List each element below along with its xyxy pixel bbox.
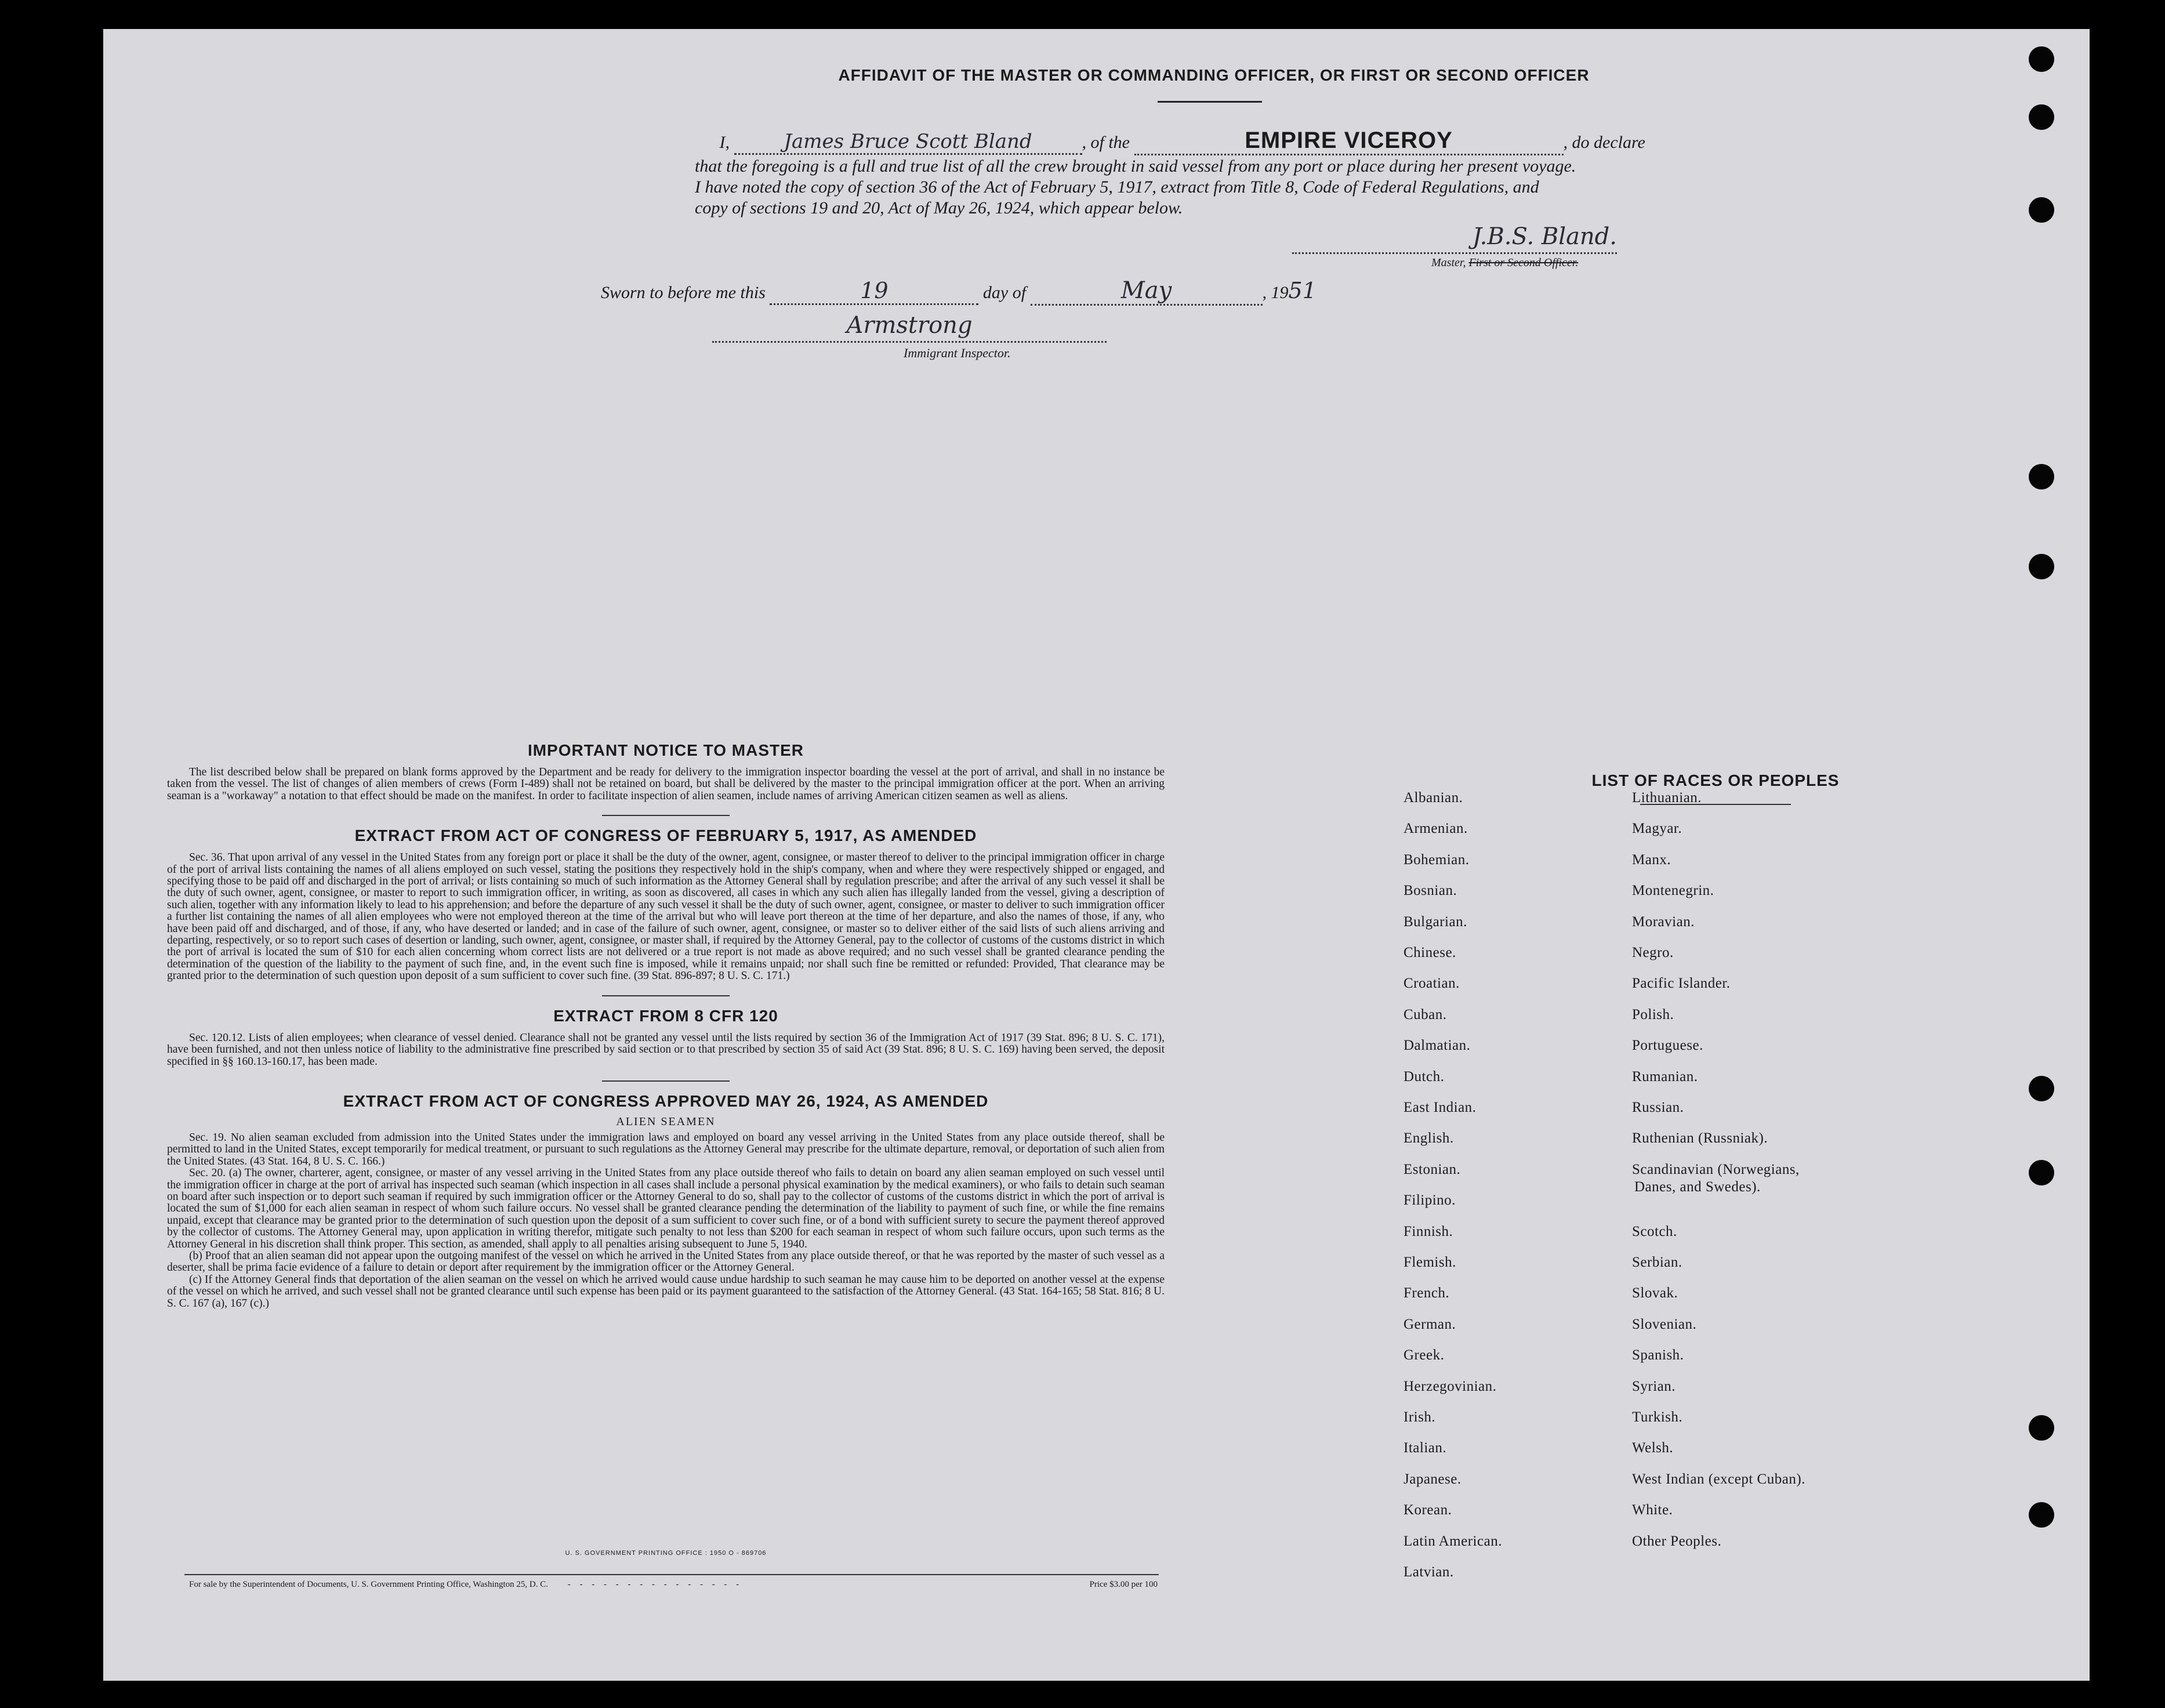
- race-item: German.: [1404, 1316, 1456, 1332]
- race-item: Serbian.: [1632, 1254, 1682, 1270]
- race-item: Magyar.: [1632, 821, 1682, 837]
- race-item: Albanian.: [1404, 790, 1463, 806]
- race-item: White.: [1632, 1502, 1673, 1518]
- binder-hole: [2029, 46, 2054, 72]
- for-sale-text: For sale by the Superintendent of Documents, U. S. Government Printing Office, Washington 25, D. C.: [189, 1580, 548, 1589]
- sworn-text: Sworn to before me this: [601, 283, 766, 302]
- footer-dashes: - - - - - - - - - - - - - - -: [567, 1580, 743, 1589]
- notice-heading: IMPORTANT NOTICE TO MASTER: [527, 741, 804, 759]
- footer-line: [189, 1580, 1163, 1590]
- race-item: Dalmatian.: [1404, 1038, 1471, 1054]
- extract-cfr-heading: EXTRACT FROM 8 CFR 120: [553, 1006, 778, 1025]
- race-item: Lithuanian.: [1632, 790, 1702, 806]
- race-item: Greek.: [1404, 1347, 1445, 1364]
- race-item: Rumanian.: [1632, 1068, 1698, 1085]
- race-item: Scotch.: [1632, 1223, 1677, 1239]
- race-item: Syrian.: [1632, 1378, 1676, 1394]
- race-item: Croatian.: [1404, 976, 1460, 992]
- section-divider: [602, 1080, 730, 1082]
- affidavit-i: I,: [719, 133, 730, 152]
- race-item: West Indian (except Cuban).: [1632, 1471, 1805, 1487]
- race-item: Italian.: [1404, 1440, 1447, 1456]
- affidavit-line-3: I have noted the copy of section 36 of the Act of February 5, 1917, extract from Title 8, Code of Federal Regulations, and: [695, 177, 1539, 197]
- binder-hole: [2029, 554, 2054, 579]
- footer-rule: [184, 1574, 1159, 1575]
- race-item: Polish.: [1632, 1006, 1674, 1022]
- of-the-text: , of the: [1082, 133, 1130, 152]
- inspector-signature: Armstrong: [712, 312, 1107, 343]
- races-heading: LIST OF RACES OR PEOPLES: [1591, 771, 1840, 789]
- race-item: Negro.: [1632, 945, 1674, 960]
- title-divider: [1158, 101, 1262, 103]
- race-item: Irish.: [1404, 1409, 1436, 1425]
- binder-hole: [2029, 464, 2054, 489]
- binder-hole: [2029, 197, 2054, 223]
- sec-20b-text: (b) Proof that an alien seaman did not appear upon the outgoing manifest of the vessel on which he arrived in the United States from any place outside thereof, or that he was reported by the master of such vessel as a deserter, shall be prima facie evidence of a failure to detain or deport after requirement by the immigration officer or the Attorney General.: [167, 1249, 1165, 1274]
- race-item: Chinese.: [1404, 945, 1456, 960]
- race-item: Montenegrin.: [1632, 883, 1714, 899]
- race-item: Ruthenian (Russniak).: [1632, 1130, 1768, 1147]
- race-item: Cuban.: [1404, 1006, 1447, 1022]
- sworn-day: 19: [770, 278, 978, 305]
- affidavit-line-4: copy of sections 19 and 20, Act of May 26, 1924, which appear below.: [695, 198, 1183, 217]
- inspector-label: Immigrant Inspector.: [904, 346, 1011, 360]
- legal-notice-column: [167, 741, 1165, 1310]
- race-item: Armenian.: [1404, 821, 1468, 837]
- race-item: Russian.: [1632, 1100, 1684, 1115]
- year-prefix: , 19: [1262, 283, 1289, 302]
- race-item: Japanese.: [1404, 1471, 1462, 1487]
- section-divider: [602, 815, 730, 816]
- day-of-text: day of: [982, 283, 1027, 302]
- race-item: Scandinavian (Norwegians,: [1632, 1161, 1800, 1177]
- sworn-year-suffix: 51: [1288, 278, 1317, 303]
- affidavit-line-2: that the foregoing is a full and true list of all the crew brought in said vessel from any port or place during her present voyage.: [695, 157, 1576, 176]
- vessel-name: EMPIRE VICEROY: [1245, 128, 1453, 153]
- alien-seamen-subheading: ALIEN SEAMEN: [616, 1115, 716, 1128]
- race-item: Bulgarian.: [1404, 913, 1467, 930]
- race-item: Other Peoples.: [1632, 1533, 1722, 1549]
- race-item: Danes, and Swedes).: [1634, 1178, 1761, 1195]
- binder-hole: [2029, 1502, 2054, 1528]
- affidavit-title: AFFIDAVIT OF THE MASTER OR COMMANDING OFFICER, OR FIRST OR SECOND OFFICER: [838, 66, 1590, 84]
- struck-officer-label: First or Second Officer.: [1468, 256, 1579, 269]
- race-item: Flemish.: [1404, 1254, 1456, 1270]
- race-item: Latvian.: [1404, 1564, 1454, 1580]
- race-item: Manx.: [1632, 851, 1671, 868]
- extract-1924-heading: EXTRACT FROM ACT OF CONGRESS APPROVED MAY 26, 1924, AS AMENDED: [343, 1091, 989, 1110]
- race-item: Korean.: [1404, 1502, 1452, 1518]
- binder-hole: [2029, 1076, 2054, 1101]
- price-text: Price $3.00 per 100: [1089, 1580, 1158, 1589]
- race-item: Estonian.: [1404, 1161, 1461, 1177]
- race-item: Bosnian.: [1404, 883, 1457, 899]
- race-item: English.: [1404, 1130, 1454, 1147]
- race-item: East Indian.: [1404, 1100, 1477, 1115]
- race-item: Finnish.: [1404, 1223, 1453, 1239]
- sec-20a-text: Sec. 20. (a) The owner, charterer, agent, consignee, or master of any vessel arriving in the United States from any place outside thereof who fails to detain on board any alien seaman employed on such vessel until the immigration officer in charge at the port of arrival has inspected such seaman (which inspection in all cases shall include a personal physical examination by the medical examiners), or who fails to detain such seaman on board after such inspection or to deport such seaman if required by such immigration officer or the Attorney General to do so, shall pay to the collector of customs of the customs district in which the port of arrival is located the sum of $1,000 for each alien seaman in respect of whom such failure occurs. No vessel shall be granted clearance pending the determination of the liability to payment of such fine, or while the fine remains unpaid, except that clearance may be granted prior to the determination of such question upon the deposit of a sum sufficient to cover such fine, or of a bond with sufficient surety to secure the payment thereof approved by the collector of customs. The Attorney General may, upon application in writing therefor, mitigate such penalty to not less than $200 for each seaman in respect of whom such failure occurs, upon such terms as the Attorney General in his discretion shall think proper. This section, as amended, shall apply to all penalties arising subsequent to June 5, 1940.: [167, 1167, 1165, 1250]
- sworn-line: [601, 277, 1317, 306]
- race-item: Moravian.: [1632, 913, 1695, 930]
- extract-1917-body: Sec. 36. That upon arrival of any vessel in the United States from any foreign port or place it shall be the duty of the owner, agent, consignee, or master thereof to deliver to the principal immigration officer in charge of the port of arrival lists containing the names of all aliens employed on such vessel, stating the positions they respectively hold in the ship's company, when and where they were respectively shipped or engaged, and specifying those to be paid off and discharged in the port of arrival; or lists containing so much of such information as the Attorney General shall by regulation prescribe; and after the arrival of any such vessel it shall be the duty of such owner, agent, consignee, or master to report to such immigration officer, in writing, as soon as discovered, all cases in which any such alien has illegally landed from the vessel, giving a description of such alien, together with any information likely to lead to his apprehension; and before the departure of any such vessel it shall be the duty of such owner, agent, consignee, or master to deliver to such immigration officer a further list containing the names of all alien employees who were not employed thereon at the time of the arrival but who will leave port thereon at the time of her departure, and also the names of those, if any, who have been paid off and discharged, and of those, if any, who have deserted or landed; and in case of the failure of such owner, agent, consignee, or master so to deliver either of the said lists of such aliens arriving and departing, respectively, or so to report such cases of desertion or landing, such owner, agent, consignee, or master shall, if required by the Attorney General, pay to the collector of customs of the customs district in which the port of arrival is located the sum of $10 for each alien concerning whom correct lists are not delivered or a true report is not made as above required; and no such vessel shall be granted clearance pending the determination of the question of the liability to the payment of such fine, and, in the event such fine is imposed, while it remains unpaid; nor shall such fine be remitted or refunded: Provided, That clearance may be granted prior to the determination of such question upon deposit of a sum sufficient to cover such fine. (39 Stat. 896-897; 8 U. S. C. 171.): [167, 851, 1165, 982]
- binder-hole: [2029, 1415, 2054, 1441]
- binder-hole: [2029, 1160, 2054, 1185]
- document-page: [103, 29, 2090, 1681]
- binder-hole: [2029, 104, 2054, 130]
- race-item: Turkish.: [1632, 1409, 1683, 1425]
- race-item: Dutch.: [1404, 1068, 1445, 1085]
- race-item: Herzegovinian.: [1404, 1378, 1497, 1394]
- race-item: Latin American.: [1404, 1533, 1502, 1549]
- race-item: Welsh.: [1632, 1440, 1674, 1456]
- race-item: Spanish.: [1632, 1347, 1684, 1364]
- race-item: Filipino.: [1404, 1192, 1456, 1209]
- signer-name: James Bruce Scott Bland: [734, 130, 1082, 155]
- sec-20c-text: (c) If the Attorney General finds that deportation of the alien seaman on the vessel on which he arrived would cause undue hardship to such seaman he may cause him to be deported on another vessel at the expense of the vessel on which he arrived, and such vessel shall not be granted clearance until such expense has been paid or its payment guaranteed to the satisfaction of the Attorney General. (43 Stat. 164-165; 58 Stat. 816; 8 U. S. C. 167 (a), 167 (c).): [167, 1273, 1165, 1310]
- race-item: Pacific Islander.: [1632, 976, 1731, 992]
- extract-cfr-body: Sec. 120.12. Lists of alien employees; when clearance of vessel denied. Clearance shall not be granted any vessel until the lists required by section 36 of the Immigration Act of 1917 (39 Stat. 896; 8 U. S. C. 171), have been furnished, and not then unless notice of liability to the administrative fine prescribed by said section or to that prescribed by section 35 of said Act (39 Stat. 896; 8 U. S. C. 169) having been served, the deposit specified in §§ 160.13-160.17, has been made.: [167, 1031, 1165, 1068]
- printing-office-note: U. S. GOVERNMENT PRINTING OFFICE : 1950 O - 869706: [565, 1550, 767, 1557]
- section-divider: [602, 995, 730, 996]
- race-item: Portuguese.: [1632, 1038, 1703, 1054]
- notice-body: The list described below shall be prepared on blank forms approved by the Department and be ready for delivery to the immigration inspector boarding the vessel at the port of arrival, and shall in no instance be taken from the vessel. The list of changes of alien members of crews (Form I-489) shall not be retained on board, but shall be delivered by the master to the principal immigration officer at the port. When an arriving seaman is a "workaway" a notation to that effect should be made on the manifest. In order to facilitate inspection of alien seamen, include names of arriving American citizen seamen as well as aliens.: [167, 766, 1165, 802]
- sworn-month: May: [1031, 277, 1263, 306]
- race-item: French.: [1404, 1285, 1450, 1301]
- master-signature: J.B.S. Bland.: [1292, 223, 1617, 254]
- race-item: Slovenian.: [1632, 1316, 1697, 1332]
- sec-19-text: Sec. 19. No alien seaman excluded from admission into the United States under the immigration laws and employed on board any vessel arriving in the United States from any place outside thereof, shall be permitted to land in the United States, except temporarily for medical treatment, or pursuant to such regulations as the Attorney General may prescribe for the ultimate departure, removal, or deportation of such alien from the United States. (43 Stat. 164, 8 U. S. C. 166.): [167, 1131, 1165, 1167]
- race-item: Slovak.: [1632, 1285, 1678, 1301]
- race-item: Bohemian.: [1404, 851, 1470, 868]
- master-label: Master,: [1431, 256, 1466, 269]
- master-title: [1431, 256, 1578, 270]
- do-declare-text: , do declare: [1563, 133, 1645, 152]
- affidavit-line-1: [695, 128, 1768, 155]
- extract-1917-heading: EXTRACT FROM ACT OF CONGRESS OF FEBRUARY 5, 1917, AS AMENDED: [354, 826, 977, 845]
